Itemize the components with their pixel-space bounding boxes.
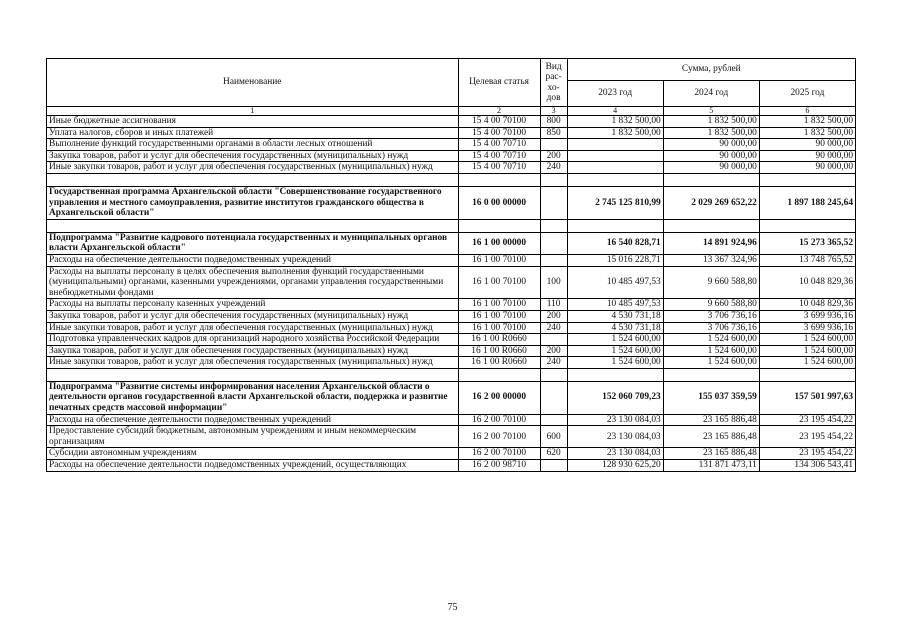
row-vid: 110 xyxy=(540,299,567,311)
row-code: 16 1 00 70100 xyxy=(458,322,540,334)
row-code: 16 1 00 70100 xyxy=(458,299,540,311)
row-sum-2024: 90 000,00 xyxy=(663,150,759,162)
table-row xyxy=(47,127,856,139)
table-header xyxy=(47,59,856,116)
row-sum-2024: 2 029 269 652,22 xyxy=(663,186,759,219)
row-sum-2025: 23 195 454,22 xyxy=(759,448,855,460)
row-sum-2025: 1 832 500,00 xyxy=(759,127,855,139)
table-row xyxy=(47,357,856,369)
row-sum-2025: 10 048 829,36 xyxy=(759,299,855,311)
row-vid xyxy=(540,414,567,426)
row-sum-2024: 1 832 500,00 xyxy=(663,127,759,139)
row-sum-2023: 15 016 228,71 xyxy=(567,254,663,266)
row-code: 16 1 00 70100 xyxy=(458,254,540,266)
spacer-row xyxy=(47,173,856,186)
column-index: 4 xyxy=(567,107,663,116)
row-vid: 240 xyxy=(540,357,567,369)
row-sum-2025: 23 195 454,22 xyxy=(759,426,855,448)
empty-cell xyxy=(663,368,759,381)
empty-cell xyxy=(47,173,459,186)
header-sum: Сумма, рублей xyxy=(567,59,855,81)
row-sum-2024: 23 165 886,48 xyxy=(663,448,759,460)
row-vid xyxy=(540,381,567,414)
empty-cell xyxy=(567,219,663,232)
row-sum-2025: 134 306 543,41 xyxy=(759,460,855,472)
row-code: 16 1 00 R0660 xyxy=(458,357,540,369)
header-year-2025: 2025 год xyxy=(759,81,855,107)
row-sum-2023: 1 524 600,00 xyxy=(567,334,663,346)
row-sum-2023 xyxy=(567,162,663,174)
row-sum-2024: 1 832 500,00 xyxy=(663,116,759,128)
row-sum-2025: 10 048 829,36 xyxy=(759,266,855,299)
row-sum-2024: 23 165 886,48 xyxy=(663,414,759,426)
row-vid: 100 xyxy=(540,266,567,299)
row-sum-2023: 128 930 625,20 xyxy=(567,460,663,472)
empty-cell xyxy=(458,368,540,381)
row-sum-2024: 13 367 324,96 xyxy=(663,254,759,266)
row-vid: 200 xyxy=(540,310,567,322)
row-name: Уплата налогов, сборов и иных платежей xyxy=(47,127,459,139)
row-vid xyxy=(540,254,567,266)
row-name: Государственная программа Архангельской области "Совершенствование государственного управления и местного самоуправления, развитие институтов гражданского общества в Архангельской области" xyxy=(47,186,459,219)
row-sum-2023: 4 530 731,18 xyxy=(567,310,663,322)
empty-cell xyxy=(47,368,459,381)
empty-cell xyxy=(540,219,567,232)
row-sum-2024: 9 660 588,80 xyxy=(663,299,759,311)
header-year-2024: 2024 год xyxy=(663,81,759,107)
row-code: 15 4 00 70710 xyxy=(458,162,540,174)
column-index: 1 xyxy=(47,107,459,116)
row-sum-2024: 9 660 588,80 xyxy=(663,266,759,299)
table-row xyxy=(47,116,856,128)
row-name: Расходы на обеспечение деятельности подведомственных учреждений, осуществляющих xyxy=(47,460,459,472)
table-row xyxy=(47,345,856,357)
row-sum-2025: 90 000,00 xyxy=(759,162,855,174)
row-sum-2025: 90 000,00 xyxy=(759,150,855,162)
row-vid: 600 xyxy=(540,426,567,448)
section-row xyxy=(47,381,856,414)
row-code: 15 4 00 70100 xyxy=(458,116,540,128)
row-name: Субсидии автономным учреждениям xyxy=(47,448,459,460)
row-name: Закупка товаров, работ и услуг для обеспечения государственных (муниципальных) нужд xyxy=(47,345,459,357)
row-sum-2025: 13 748 765,52 xyxy=(759,254,855,266)
row-vid xyxy=(540,334,567,346)
table-row xyxy=(47,448,856,460)
empty-cell xyxy=(540,368,567,381)
empty-cell xyxy=(663,219,759,232)
row-sum-2024: 90 000,00 xyxy=(663,139,759,151)
row-sum-2023: 10 485 497,53 xyxy=(567,266,663,299)
empty-cell xyxy=(567,368,663,381)
row-sum-2024: 23 165 886,48 xyxy=(663,426,759,448)
row-name: Предоставление субсидий бюджетным, автономным учреждениям и иным некоммерческим организациям xyxy=(47,426,459,448)
column-index: 5 xyxy=(663,107,759,116)
row-code: 15 4 00 70710 xyxy=(458,139,540,151)
column-index: 2 xyxy=(458,107,540,116)
table-row xyxy=(47,139,856,151)
row-sum-2024: 155 037 359,59 xyxy=(663,381,759,414)
table-row xyxy=(47,322,856,334)
empty-cell xyxy=(759,219,855,232)
row-name: Закупка товаров, работ и услуг для обеспечения государственных (муниципальных) нужд xyxy=(47,150,459,162)
row-sum-2025: 3 699 936,16 xyxy=(759,310,855,322)
column-index: 6 xyxy=(759,107,855,116)
row-sum-2023 xyxy=(567,139,663,151)
table-row xyxy=(47,460,856,472)
row-vid: 620 xyxy=(540,448,567,460)
row-vid xyxy=(540,232,567,254)
row-sum-2023: 152 060 709,23 xyxy=(567,381,663,414)
row-sum-2024: 3 706 736,16 xyxy=(663,322,759,334)
row-code: 16 2 00 70100 xyxy=(458,426,540,448)
table-row xyxy=(47,414,856,426)
row-code: 16 1 00 00000 xyxy=(458,232,540,254)
row-name: Подпрограмма "Развитие кадрового потенциала государственных и муниципальных органов власти Архангельской области" xyxy=(47,232,459,254)
row-vid xyxy=(540,186,567,219)
row-name: Иные закупки товаров, работ и услуг для обеспечения государственных (муниципальных) нужд xyxy=(47,357,459,369)
row-sum-2025: 23 195 454,22 xyxy=(759,414,855,426)
row-sum-2024: 3 706 736,16 xyxy=(663,310,759,322)
spacer-row xyxy=(47,368,856,381)
row-sum-2024: 131 871 473,11 xyxy=(663,460,759,472)
budget-table xyxy=(46,58,856,472)
row-vid: 200 xyxy=(540,150,567,162)
row-sum-2023: 23 130 084,03 xyxy=(567,448,663,460)
table-row xyxy=(47,162,856,174)
row-name: Подготовка управленческих кадров для организаций народного хозяйства Российской Федерации xyxy=(47,334,459,346)
row-code: 16 0 00 00000 xyxy=(458,186,540,219)
row-code: 16 1 00 70100 xyxy=(458,266,540,299)
row-vid xyxy=(540,460,567,472)
empty-cell xyxy=(540,173,567,186)
row-vid: 240 xyxy=(540,162,567,174)
empty-cell xyxy=(458,173,540,186)
row-sum-2025: 1 832 500,00 xyxy=(759,116,855,128)
table-row xyxy=(47,310,856,322)
row-name: Иные бюджетные ассигнования xyxy=(47,116,459,128)
row-name: Подпрограмма "Развитие системы информирования населения Архангельской области о деятельности органов государственной власти Архангельской области, поддержка и развитие печатных средств массовой информации" xyxy=(47,381,459,414)
table-row xyxy=(47,299,856,311)
row-name: Иные закупки товаров, работ и услуг для обеспечения государственных (муниципальных) нужд xyxy=(47,322,459,334)
row-code: 15 4 00 70100 xyxy=(458,127,540,139)
row-sum-2025: 1 524 600,00 xyxy=(759,357,855,369)
row-sum-2023 xyxy=(567,150,663,162)
row-code: 16 1 00 70100 xyxy=(458,310,540,322)
row-vid: 850 xyxy=(540,127,567,139)
row-sum-2024: 1 524 600,00 xyxy=(663,334,759,346)
table-row xyxy=(47,254,856,266)
table-row xyxy=(47,266,856,299)
row-code: 16 1 00 R0660 xyxy=(458,334,540,346)
row-sum-2023: 16 540 828,71 xyxy=(567,232,663,254)
row-sum-2024: 1 524 600,00 xyxy=(663,357,759,369)
row-name: Расходы на обеспечение деятельности подведомственных учреждений xyxy=(47,414,459,426)
row-vid: 240 xyxy=(540,322,567,334)
page-number: 75 xyxy=(447,602,458,613)
row-sum-2023: 23 130 084,03 xyxy=(567,426,663,448)
row-sum-2025: 157 501 997,63 xyxy=(759,381,855,414)
row-sum-2023: 1 524 600,00 xyxy=(567,345,663,357)
row-sum-2025: 1 897 188 245,64 xyxy=(759,186,855,219)
empty-cell xyxy=(759,368,855,381)
spacer-row xyxy=(47,219,856,232)
row-sum-2023: 10 485 497,53 xyxy=(567,299,663,311)
empty-cell xyxy=(663,173,759,186)
table-row xyxy=(47,426,856,448)
empty-cell xyxy=(47,219,459,232)
row-code: 15 4 00 70710 xyxy=(458,150,540,162)
row-vid xyxy=(540,139,567,151)
row-sum-2023: 1 524 600,00 xyxy=(567,357,663,369)
header-vid: Вид рас-хо-дов xyxy=(540,59,567,107)
row-code: 16 2 00 70100 xyxy=(458,414,540,426)
row-code: 16 1 00 R0660 xyxy=(458,345,540,357)
header-year-2023: 2023 год xyxy=(567,81,663,107)
row-code: 16 2 00 00000 xyxy=(458,381,540,414)
row-name: Расходы на обеспечение деятельности подведомственных учреждений xyxy=(47,254,459,266)
row-vid: 800 xyxy=(540,116,567,128)
row-sum-2024: 1 524 600,00 xyxy=(663,345,759,357)
row-sum-2023: 1 832 500,00 xyxy=(567,127,663,139)
column-index: 3 xyxy=(540,107,567,116)
row-sum-2023: 23 130 084,03 xyxy=(567,414,663,426)
row-sum-2025: 15 273 365,52 xyxy=(759,232,855,254)
row-vid: 200 xyxy=(540,345,567,357)
empty-cell xyxy=(759,173,855,186)
row-sum-2024: 14 891 924,96 xyxy=(663,232,759,254)
header-name: Наименование xyxy=(47,59,459,107)
row-sum-2023: 2 745 125 810,99 xyxy=(567,186,663,219)
header-code: Целевая статья xyxy=(458,59,540,107)
row-sum-2024: 90 000,00 xyxy=(663,162,759,174)
section-row xyxy=(47,232,856,254)
row-code: 16 2 00 98710 xyxy=(458,460,540,472)
row-name: Расходы на выплаты персоналу в целях обеспечения выполнения функций государственными (муниципальными) органами, казенными учреждениями, органами управления государственными внебюджетными фондами xyxy=(47,266,459,299)
empty-cell xyxy=(567,173,663,186)
row-sum-2025: 3 699 936,16 xyxy=(759,322,855,334)
row-name: Расходы на выплаты персоналу казенных учреждений xyxy=(47,299,459,311)
row-sum-2025: 1 524 600,00 xyxy=(759,334,855,346)
row-code: 16 2 00 70100 xyxy=(458,448,540,460)
table-body xyxy=(47,116,856,472)
row-name: Иные закупки товаров, работ и услуг для обеспечения государственных (муниципальных) нужд xyxy=(47,162,459,174)
row-sum-2023: 4 530 731,18 xyxy=(567,322,663,334)
row-name: Выполнение функций государственными органами в области лесных отношений xyxy=(47,139,459,151)
section-row xyxy=(47,186,856,219)
table-row xyxy=(47,334,856,346)
row-sum-2025: 90 000,00 xyxy=(759,139,855,151)
row-sum-2023: 1 832 500,00 xyxy=(567,116,663,128)
empty-cell xyxy=(458,219,540,232)
table-row xyxy=(47,150,856,162)
row-name: Закупка товаров, работ и услуг для обеспечения государственных (муниципальных) нужд xyxy=(47,310,459,322)
row-sum-2025: 1 524 600,00 xyxy=(759,345,855,357)
